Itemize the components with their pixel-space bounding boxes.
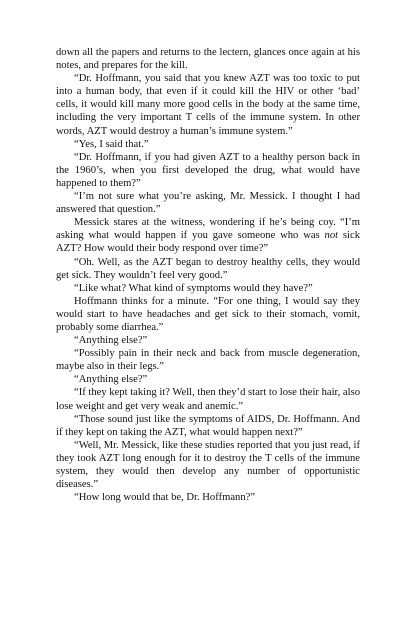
paragraph-anything-else-2: “Anything else?”	[74, 374, 148, 386]
paragraph-answer-yes: “Yes, I said that.”	[74, 138, 149, 150]
paragraph-anything-else-1: “Anything else?”	[74, 335, 148, 347]
paragraph-answer-get-sick: “Oh. Well, as the AZT began to destroy healthy cells, they would get sick. They wouldn’t feel very good.”	[56, 256, 360, 281]
paragraph-question-toxicity: “Dr. Hoffmann, you said that you knew AZT was too toxic to put into a human body, that even if it could kill the HIV or other ‘bad’ cells, it would kill many more good cells in the body at the same time, including the very important T cells of the immune system. In other words, AZT would destroy a human’s immune system.”	[56, 73, 360, 137]
paragraph-question-healthy-person: “Dr. Hoffmann, if you had given AZT to a healthy person back in the 1960’s, when you first developed the drug, what would have happened to them?”	[56, 151, 360, 189]
paragraph-messick-stares-before: Messick stares at the witness, wondering if he’s being coy. “I’m asking what would happen if you gave someone who was	[56, 217, 360, 242]
paragraph-answer-not-sure: “I’m not sure what you’re asking, Mr. Messick. I thought I had answered that question.”	[56, 191, 360, 216]
paragraph-question-aids-symptoms: “Those sound just like the symptoms of AIDS, Dr. Hoffmann. And if they kept on taking the AZT, what would happen next?”	[56, 413, 360, 438]
paragraph-question-symptoms: “Like what? What kind of symptoms would they have?”	[74, 282, 313, 294]
paragraph-continuation: down all the papers and returns to the lectern, glances once again at his notes, and prepares for the kill.	[56, 47, 360, 72]
paragraph-answer-opportunistic: “Well, Mr. Messick, like these studies reported that you just read, if they took AZT long enough for it to destroy the T cells of the immune system, they would then develop any number of opportunistic diseases.”	[56, 439, 360, 491]
paragraph-hoffmann-thinks: Hoffmann thinks for a minute. “For one thing, I would say they would start to have headaches and get sick to their stomach, vomit, probably some diarrhea.”	[56, 295, 360, 333]
paragraph-messick-stares-after: sick AZT? How would their body respond over time?”	[56, 230, 360, 255]
book-page-text	[56, 46, 360, 504]
paragraph-question-how-long: “How long would that be, Dr. Hoffmann?”	[74, 492, 256, 504]
emphasis-not: not	[324, 230, 339, 242]
paragraph-answer-hair-loss: “If they kept taking it? Well, then they’d start to lose their hair, also lose weight and get very weak and anemic.”	[56, 387, 360, 412]
paragraph-messick-stares	[56, 216, 360, 255]
paragraph-answer-pain: “Possibly pain in their neck and back from muscle degeneration, maybe also in their legs.”	[56, 348, 360, 373]
